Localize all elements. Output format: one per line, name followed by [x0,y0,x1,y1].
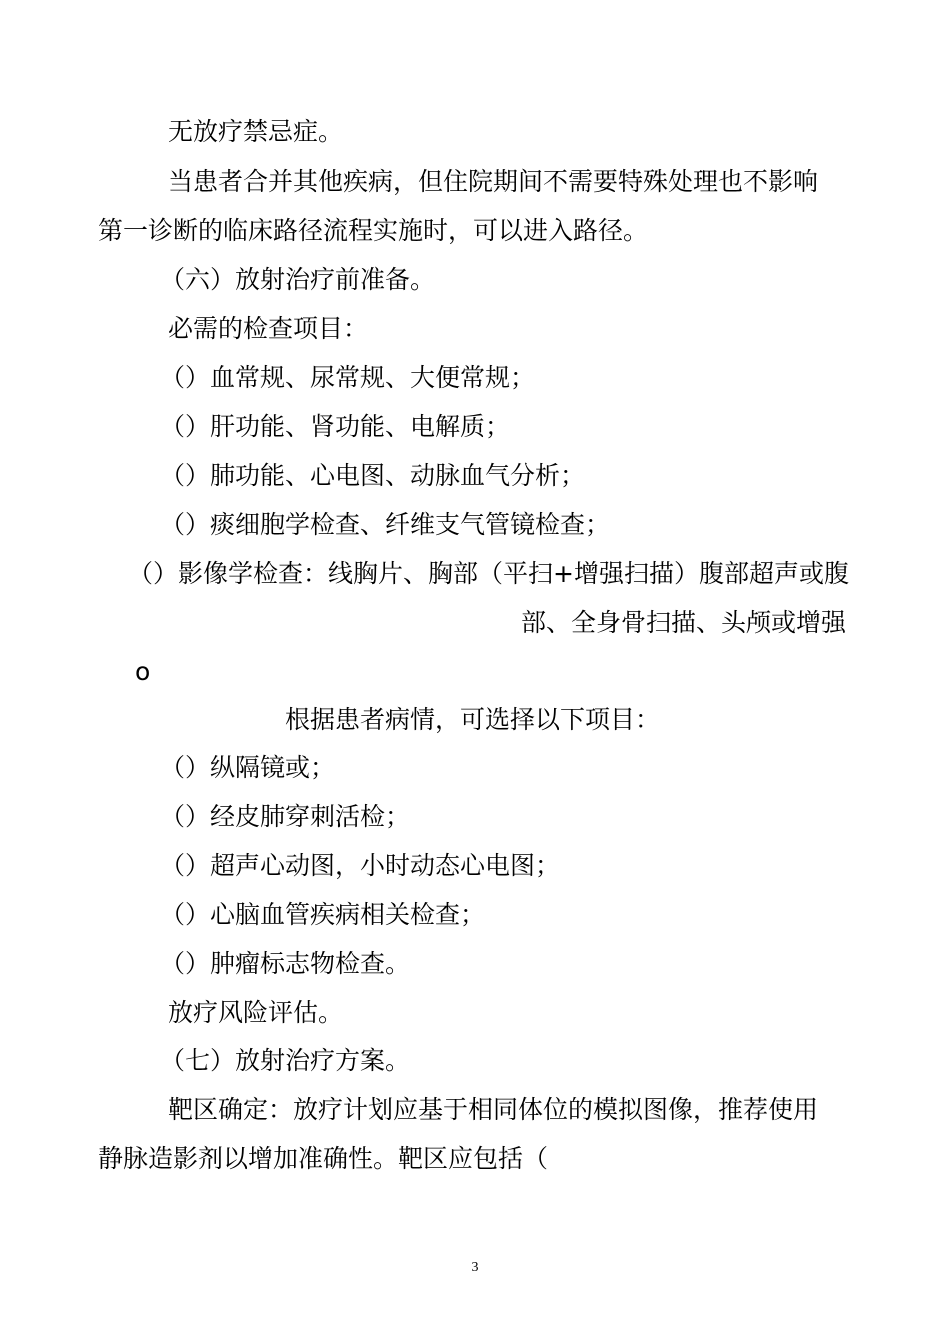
text-line-contraindication: 无放疗禁忌症。 [168,117,344,146]
list-item-liver-kidney: （）肝功能、肾功能、电解质； [160,412,511,441]
section-heading-seven: （七）放射治疗方案。 [160,1046,411,1075]
text-line-target-volume: 靶区确定：放疗计划应基于相同体位的模拟图像，推荐使用 [168,1095,819,1124]
list-item-echocardiogram: （）超声心动图，小时动态心电图； [160,851,561,880]
list-item-imaging: （）影像学检查：线胸片、胸部（平扫+增强扫描）腹部超声或腹 [128,559,849,588]
list-item-mediastinoscopy: （）纵隔镜或； [160,753,336,782]
list-item-lung-function: （）肺功能、心电图、动脉血气分析； [160,461,586,490]
list-item-lung-biopsy: （）经皮肺穿刺活检； [160,802,411,831]
list-item-imaging-cont: 部、全身骨扫描、头颅或增强 [521,608,847,637]
list-item-cardiovascular: （）心脑血管疾病相关检查； [160,900,486,929]
page-number: 3 [471,1260,479,1275]
text-line-optional-exams: 根据患者病情，可选择以下项目： [285,705,661,734]
text-line-target-volume-cont: 静脉造影剂以增加准确性。靶区应包括（ [98,1144,549,1173]
text-line-required-exams: 必需的检查项目： [168,314,369,343]
text-line-comorbidity-cont: 第一诊断的临床路径流程实施时，可以进入路径。 [98,216,649,245]
section-heading-six: （六）放射治疗前准备。 [160,265,436,294]
list-item-sputum-cytology: （）痰细胞学检查、纤维支气管镜检查； [160,510,611,539]
list-item-blood-routine: （）血常规、尿常规、大便常规； [160,363,536,392]
text-line-comorbidity: 当患者合并其他疾病，但住院期间不需要特殊处理也不影响 [168,167,819,196]
stray-mark: o [135,657,151,686]
text-line-risk-assessment: 放疗风险评估。 [168,998,344,1027]
list-item-tumor-markers: （）肿瘤标志物检查。 [160,949,411,978]
